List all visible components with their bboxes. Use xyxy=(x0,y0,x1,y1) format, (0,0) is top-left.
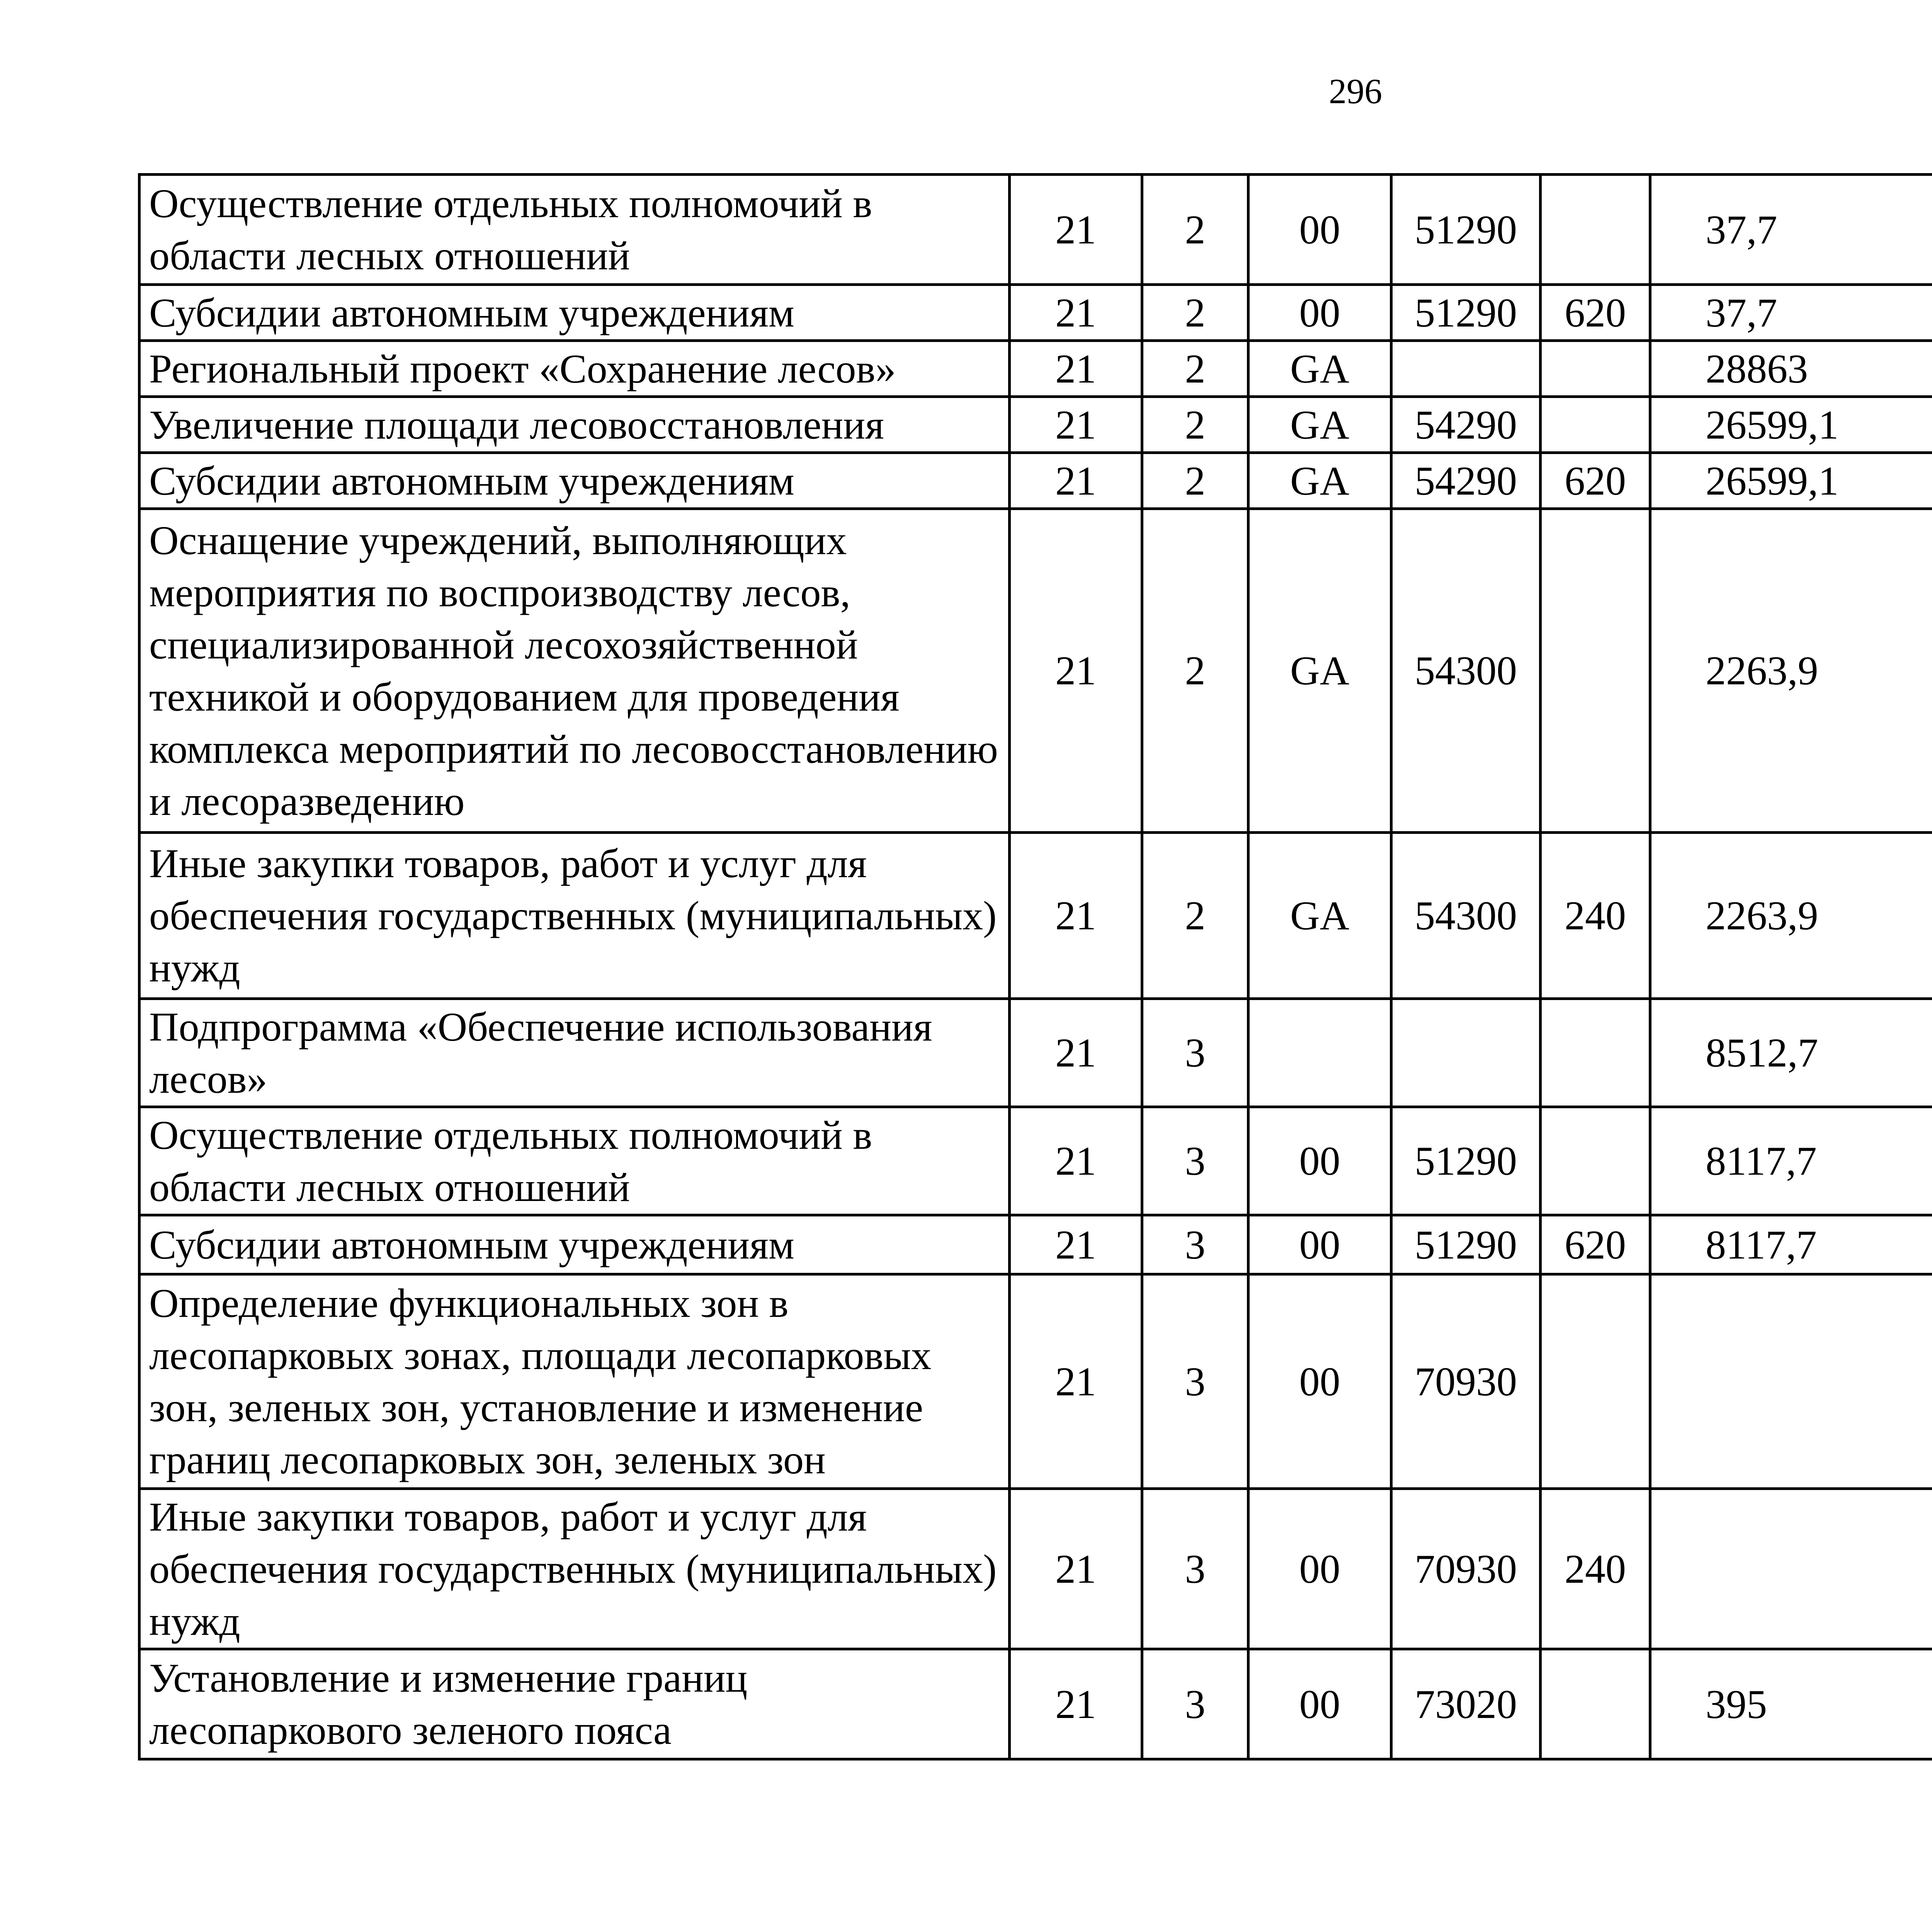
row-name: Региональный проект «Сохранение лесов» xyxy=(139,341,1010,397)
amount-year-1 xyxy=(1650,1274,1932,1489)
main-event-code: GA xyxy=(1248,453,1391,509)
main-event-code: GA xyxy=(1248,833,1391,999)
program-code: 21 xyxy=(1010,285,1142,341)
amount-year-1: 395 xyxy=(1650,1649,1932,1759)
row-name: Иные закупки товаров, работ и услуг для обеспечения государственных (муниципальных) нужд xyxy=(139,833,1010,999)
direction-code: 54300 xyxy=(1391,509,1541,833)
table-row xyxy=(139,1489,1932,1649)
amount-year-1 xyxy=(1650,1489,1932,1649)
amount-year-1: 26599,1 xyxy=(1650,397,1932,453)
main-event-code: 00 xyxy=(1248,285,1391,341)
expense-type-code: 240 xyxy=(1541,833,1650,999)
main-event-code: 00 xyxy=(1248,1489,1391,1649)
row-name: Иные закупки товаров, работ и услуг для обеспечения государственных (муниципальных) нужд xyxy=(139,1489,1010,1649)
subprogram-code: 2 xyxy=(1142,397,1248,453)
direction-code xyxy=(1391,999,1541,1107)
subprogram-code: 2 xyxy=(1142,833,1248,999)
amount-year-1: 37,7 xyxy=(1650,175,1932,285)
expense-type-code xyxy=(1541,397,1650,453)
table-row xyxy=(139,1649,1932,1759)
program-code: 21 xyxy=(1010,1274,1142,1489)
table-row xyxy=(139,285,1932,341)
direction-code: 54290 xyxy=(1391,397,1541,453)
main-event-code: 00 xyxy=(1248,175,1391,285)
program-code: 21 xyxy=(1010,1489,1142,1649)
table-row xyxy=(139,341,1932,397)
table-row xyxy=(139,999,1932,1107)
subprogram-code: 3 xyxy=(1142,999,1248,1107)
direction-code: 70930 xyxy=(1391,1274,1541,1489)
main-event-code: GA xyxy=(1248,397,1391,453)
program-code: 21 xyxy=(1010,175,1142,285)
direction-code: 54290 xyxy=(1391,453,1541,509)
table-row xyxy=(139,833,1932,999)
program-code: 21 xyxy=(1010,999,1142,1107)
table-row xyxy=(139,175,1932,285)
expense-type-code: 620 xyxy=(1541,453,1650,509)
main-event-code: 00 xyxy=(1248,1107,1391,1215)
direction-code: 51290 xyxy=(1391,1107,1541,1215)
expense-type-code: 240 xyxy=(1541,1489,1650,1649)
subprogram-code: 2 xyxy=(1142,175,1248,285)
direction-code xyxy=(1391,341,1541,397)
subprogram-code: 2 xyxy=(1142,285,1248,341)
row-name: Субсидии автономным учреждениям xyxy=(139,1215,1010,1274)
amount-year-1: 2263,9 xyxy=(1650,509,1932,833)
budget-table xyxy=(138,173,1932,1761)
amount-year-1: 26599,1 xyxy=(1650,453,1932,509)
expense-type-code: 620 xyxy=(1541,285,1650,341)
program-code: 21 xyxy=(1010,453,1142,509)
row-name: Увеличение площади лесовосстановления xyxy=(139,397,1010,453)
row-name: Осуществление отдельных полномочий в области лесных отношений xyxy=(139,175,1010,285)
amount-year-1: 8512,7 xyxy=(1650,999,1932,1107)
main-event-code: 00 xyxy=(1248,1649,1391,1759)
subprogram-code: 3 xyxy=(1142,1649,1248,1759)
subprogram-code: 3 xyxy=(1142,1107,1248,1215)
program-code: 21 xyxy=(1010,1215,1142,1274)
subprogram-code: 3 xyxy=(1142,1489,1248,1649)
expense-type-code xyxy=(1541,999,1650,1107)
row-name: Оснащение учреждений, выполняющих мероприятия по воспроизводству лесов, специализированной лесохозяйственной техникой и оборудованием для проведения комплекса мероприятий по лесовосстановлению и лесоразведению xyxy=(139,509,1010,833)
amount-year-1: 8117,7 xyxy=(1650,1107,1932,1215)
direction-code: 51290 xyxy=(1391,285,1541,341)
row-name: Субсидии автономным учреждениям xyxy=(139,285,1010,341)
program-code: 21 xyxy=(1010,341,1142,397)
row-name: Осуществление отдельных полномочий в области лесных отношений xyxy=(139,1107,1010,1215)
main-event-code: 00 xyxy=(1248,1215,1391,1274)
program-code: 21 xyxy=(1010,1649,1142,1759)
program-code: 21 xyxy=(1010,1107,1142,1215)
amount-year-1: 8117,7 xyxy=(1650,1215,1932,1274)
program-code: 21 xyxy=(1010,833,1142,999)
main-event-code xyxy=(1248,999,1391,1107)
row-name: Подпрограмма «Обеспечение использования лесов» xyxy=(139,999,1010,1107)
direction-code: 70930 xyxy=(1391,1489,1541,1649)
direction-code: 51290 xyxy=(1391,1215,1541,1274)
table-row xyxy=(139,509,1932,833)
row-name: Определение функциональных зон в лесопарковых зонах, площади лесопарковых зон, зеленых зон, установление и изменение границ лесопарковых зон, зеленых зон xyxy=(139,1274,1010,1489)
expense-type-code xyxy=(1541,509,1650,833)
expense-type-code xyxy=(1541,1274,1650,1489)
subprogram-code: 2 xyxy=(1142,341,1248,397)
table-row xyxy=(139,1107,1932,1215)
subprogram-code: 2 xyxy=(1142,509,1248,833)
subprogram-code: 3 xyxy=(1142,1274,1248,1489)
page-number: 296 xyxy=(1329,71,1382,111)
expense-type-code xyxy=(1541,175,1650,285)
subprogram-code: 2 xyxy=(1142,453,1248,509)
subprogram-code: 3 xyxy=(1142,1215,1248,1274)
amount-year-1: 2263,9 xyxy=(1650,833,1932,999)
amount-year-1: 37,7 xyxy=(1650,285,1932,341)
program-code: 21 xyxy=(1010,397,1142,453)
table-row xyxy=(139,453,1932,509)
row-name: Установление и изменение границ лесопаркового зеленого пояса xyxy=(139,1649,1010,1759)
expense-type-code xyxy=(1541,341,1650,397)
main-event-code: 00 xyxy=(1248,1274,1391,1489)
table-row xyxy=(139,1215,1932,1274)
direction-code: 51290 xyxy=(1391,175,1541,285)
expense-type-code: 620 xyxy=(1541,1215,1650,1274)
direction-code: 54300 xyxy=(1391,833,1541,999)
program-code: 21 xyxy=(1010,509,1142,833)
main-event-code: GA xyxy=(1248,509,1391,833)
row-name: Субсидии автономным учреждениям xyxy=(139,453,1010,509)
amount-year-1: 28863 xyxy=(1650,341,1932,397)
expense-type-code xyxy=(1541,1649,1650,1759)
direction-code: 73020 xyxy=(1391,1649,1541,1759)
table-row xyxy=(139,397,1932,453)
table-row xyxy=(139,1274,1932,1489)
expense-type-code xyxy=(1541,1107,1650,1215)
main-event-code: GA xyxy=(1248,341,1391,397)
